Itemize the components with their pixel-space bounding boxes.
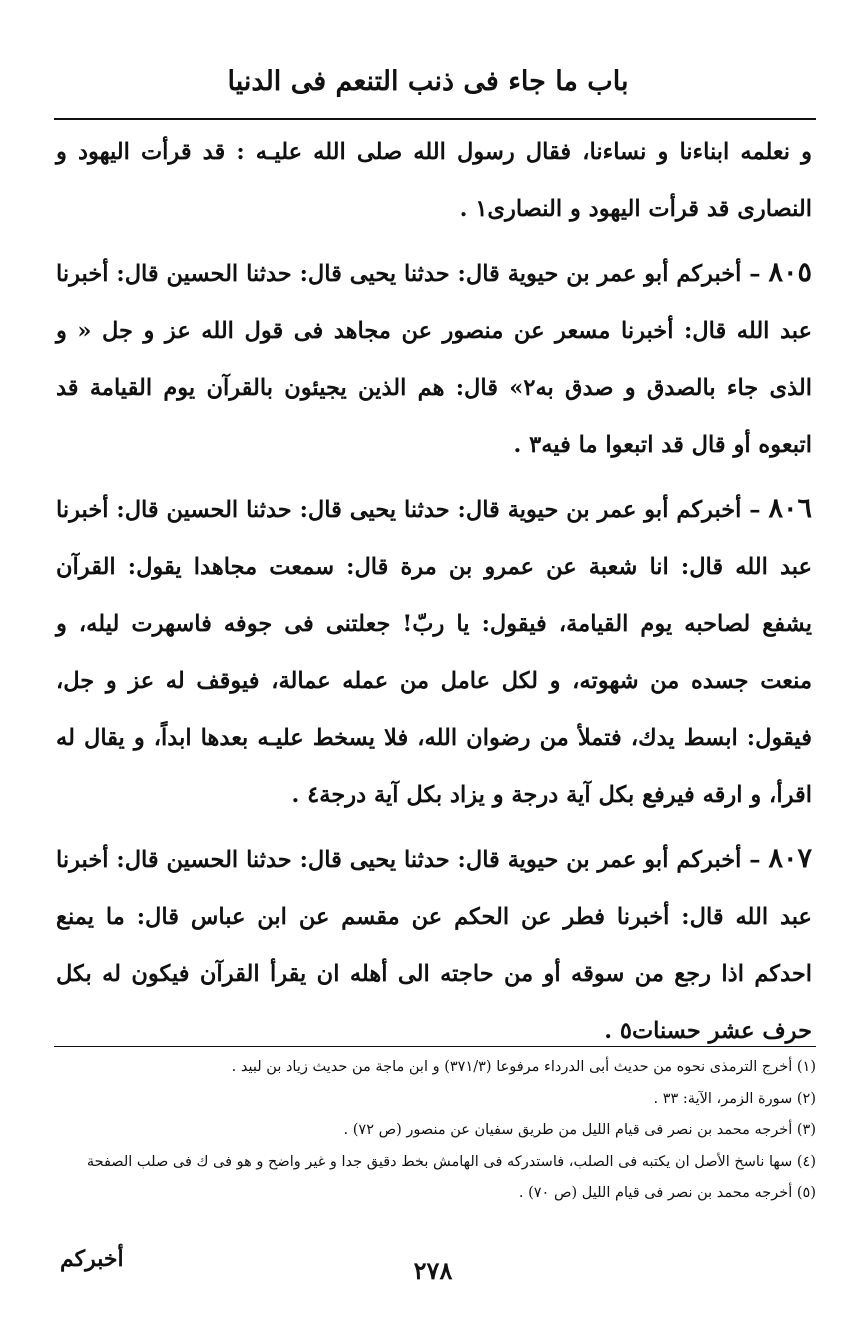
main-text bbox=[56, 124, 812, 1066]
footnote-2: (٢) سورة الزمر، الآية: ٣٣ . bbox=[653, 1090, 816, 1107]
catchword: أخبركم bbox=[60, 1246, 124, 1272]
footnote-5: (٥) أخرجه محمد بن نصر فى قيام الليل (ص ٧٠) . bbox=[518, 1185, 816, 1201]
hadith-number: ٨٠٦ bbox=[768, 493, 812, 524]
header-divider bbox=[54, 118, 816, 120]
paragraph-text: – أخبركم أبو عمر بن حيوية قال: حدثنا يحيى قال: حدثنا الحسين قال: أخبرنا عبد الله قال: انا شعبة عن عمرو بن مرة قال: سمعت مجاهدا يقول: القرآن يشفع لصاحبه يوم القيامة، فيقول: يا ربّ! جعلتنى فى جوفه فاسهرت ليله، و منعت جسده من شهوته، و لكل عامل من عمله عمالة، فيوقف له عز و جل، فيقول: ابسط يدك، فتملأ من رضوان الله، فلا يسخط عليـه بعدها ابداً، و يقال له اقرأ، و ارقه فيرفع بكل آية درجة و يزاد بكل آية درجة٤ . bbox=[56, 497, 812, 808]
paragraph-text: – أخبركم أبو عمر بن حيوية قال: حدثنا يحيى قال: حدثنا الحسين قال: أخبرنا عبد الله قال: أخبرنا مسعر عن منصور عن مجاهد فى قول الله عز و جل « و الذى جاء بالصدق و صدق به٢» قال: هم الذين يجيئون بالقرآن يوم القيامة قد اتبعوه أو قال قد اتبعوا ما فيه٣ . bbox=[56, 261, 813, 458]
hadith-806 bbox=[56, 480, 812, 824]
hadith-805 bbox=[56, 244, 812, 474]
hadith-number: ٨٠٥ bbox=[768, 257, 812, 288]
footnotes bbox=[44, 1052, 816, 1210]
page-number: ٢٧٨ bbox=[413, 1256, 453, 1285]
paragraph-text: – أخبركم أبو عمر بن حيوية قال: حدثنا يحيى قال: حدثنا الحسين قال: أخبرنا عبد الله قال: أخبرنا فطر عن الحكم عن مقسم عن ابن عباس قال: ما يمنع احدكم اذا رجع من سوقه أو من حاجته الى أهله ان يقرأ القرآن فيكون له بكل حرف عشر حسنات٥ . bbox=[56, 847, 812, 1044]
footnote-divider bbox=[54, 1046, 816, 1047]
footnote-3: (٣) أخرجه محمد بن نصر فى قيام الليل من طريق سفيان عن منصور (ص ٧٢) . bbox=[343, 1122, 816, 1138]
hadith-807 bbox=[56, 830, 812, 1060]
paragraph-continuation bbox=[56, 124, 812, 238]
footnote-4: (٤) سها ناسخ الأصل ان يكتبه فى الصلب، فاستدركه فى الهامش بخط دقيق جدا و غير واضح و هو فى ك فى صلب الصفحة bbox=[86, 1153, 816, 1170]
footnote-1: (١) أخرج الترمذى نحوه من حديث أبى الدرداء مرفوعا (٣٧١/٣) و ابن ماجة من حديث زياد بن لبيد . bbox=[231, 1059, 816, 1075]
page-title: باب ما جاء فى ذنب التنعم فى الدنيا bbox=[227, 66, 629, 97]
paragraph-text: و نعلمه ابناءنا و نساءنا، فقال رسول الله صلى الله عليـه : قد قرأت اليهود و النصارى قد قرأت اليهود و النصارى١ . bbox=[56, 139, 812, 222]
hadith-number: ٨٠٧ bbox=[768, 843, 812, 874]
